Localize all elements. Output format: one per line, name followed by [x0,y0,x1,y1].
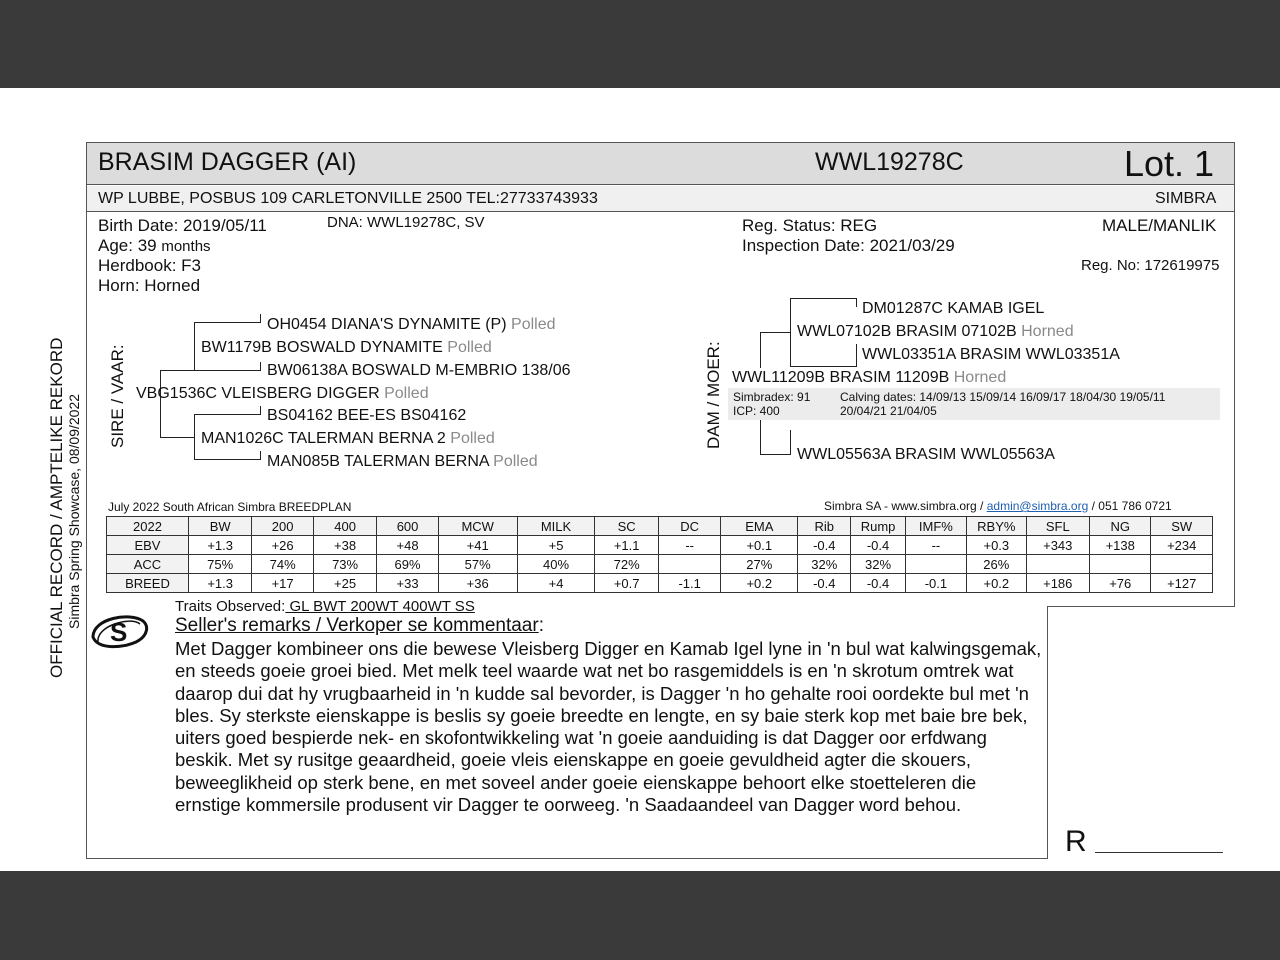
herdbook: Herdbook: F3 [98,256,201,275]
ss-tag: Polled [447,339,492,356]
breedplan-contact [824,499,1172,513]
sire-sire-dam [267,362,571,380]
ebv-cell: -- [658,536,720,555]
ebv-cell: 75% [188,555,251,574]
animal-name: BRASIM DAGGER (AI) [98,148,357,176]
sire-sire-sire [267,316,556,334]
ebv-cell: +38 [313,536,376,555]
top-letterbox [0,0,1280,88]
dam-calving-dates: Calving dates: 14/09/13 15/09/14 16/09/17 18/04/30 19/05/11 [840,390,1166,404]
contact-phone: / 051 786 0721 [1088,499,1172,513]
dam-calving-dates-cont: 20/04/21 21/04/05 [840,404,937,418]
ebv-cell: +0.1 [721,536,798,555]
ebv-cell: 72% [595,555,658,574]
ebv-header-cell: MCW [438,517,517,536]
ebv-row [107,536,1213,555]
ssd-name: BW06138A BOSWALD M-EMBRIO 138/06 [267,362,571,379]
contact-email-link[interactable]: admin@simbra.org [986,499,1089,513]
dss-name: DM01287C KAMAB IGEL [862,300,1045,317]
ebv-cell: -0.4 [798,574,851,593]
ebv-header-cell: 400 [313,517,376,536]
ebv-cell [1151,555,1213,574]
ebv-cell: +26 [252,536,313,555]
ebv-cell: +343 [1026,536,1089,555]
dam-sire-dam [862,346,1120,364]
ebv-header-cell: MILK [517,517,595,536]
ebv-cell [658,555,720,574]
owner-details: WP LUBBE, POSBUS 109 CARLETONVILLE 2500 TEL:27733743933 [98,190,598,207]
sire-dam [201,430,495,448]
dna-info: DNA: WWL19278C, SV [327,214,485,231]
registration-id: WWL19278C [815,148,964,176]
ebv-cell: -0.4 [851,536,905,555]
ebv-cell: +76 [1090,574,1151,593]
birth-date: Birth Date: 2019/05/11 [98,216,267,235]
ebv-cell: +5 [517,536,595,555]
ebv-cell: -1.1 [658,574,720,593]
ebv-header-cell: 600 [377,517,438,536]
ebv-header-row [107,517,1213,536]
lot-number: Lot. 1 [1124,143,1215,184]
ebv-cell: -0.4 [798,536,851,555]
sex-label: MALE/MANLIK [1102,216,1217,235]
ebv-cell [1026,555,1089,574]
price-input-line[interactable] [1095,852,1223,853]
ebv-header-cell: 2022 [107,517,189,536]
ebv-cell: +234 [1151,536,1213,555]
registration-number: Reg. No: 172619975 [1081,257,1220,274]
breedplan-title: July 2022 South African Simbra BREEDPLAN [108,500,352,514]
logo-letter: S [110,617,128,647]
ebv-header-cell: RBY% [967,517,1026,536]
ebv-cell: +0.7 [595,574,658,593]
simbra-logo-icon [88,606,150,652]
remarks-heading [175,615,544,637]
sire-dam-dam [267,453,538,471]
ebv-cell: 69% [377,555,438,574]
ebv-cell: +17 [252,574,313,593]
ebv-cell: +127 [1151,574,1213,593]
ebv-header-cell: BW [188,517,251,536]
sire-sire [201,339,492,357]
sire [136,385,429,403]
ebv-cell: +4 [517,574,595,593]
bottom-letterbox [0,871,1280,960]
age-value: Age: 39 [98,236,157,255]
remarks-colon: : [538,615,544,636]
ebv-cell: 40% [517,555,595,574]
ebv-cell: +0.2 [967,574,1026,593]
ebv-header-cell: SC [595,517,658,536]
traits-label: Traits Observed: [175,598,286,615]
dam-tag: Horned [953,369,1007,386]
ebv-cell [1090,555,1151,574]
sire-label: SIRE / VAAR: [108,344,127,448]
ebv-cell: 32% [798,555,851,574]
ebv-header-cell: Rib [798,517,851,536]
sire-dam-sire [267,407,466,425]
ebv-header-cell: NG [1090,517,1151,536]
ebv-cell: +1.3 [188,574,251,593]
ebv-cell: -0.4 [851,574,905,593]
ebv-header-cell: DC [658,517,720,536]
dam-simbradex: Simbradex: 91 [733,390,811,404]
ds-name: WWL07102B BRASIM 07102B [797,323,1017,340]
sire-name: VBG1536C VLEISBERG DIGGER [136,385,380,402]
ebv-row-label: ACC [107,555,189,574]
ebv-row [107,555,1213,574]
ebv-cell: +1.3 [188,536,251,555]
ebv-cell: +36 [438,574,517,593]
sdd-name: MAN085B TALERMAN BERNA [267,453,489,470]
breed-label: SIMBRA [1155,190,1217,207]
inspection-date: Inspection Date: 2021/03/29 [742,236,955,255]
ebv-cell [905,555,966,574]
official-record-label: OFFICIAL RECORD / AMPTELIKE REKORD [47,337,66,678]
traits-observed [175,598,475,615]
ebv-cell: +25 [313,574,376,593]
age-unit: months [161,238,211,255]
ebv-cell: +0.2 [721,574,798,593]
ebv-cell: 73% [313,555,376,574]
remarks-text: Met Dagger kombineer ons die bewese Vleisberg Digger en Kamab Igel lyne in 'n bul wat kalwingsgemak, en steeds goeie groei bied. Met melk teel waarde wat net bo rasgemiddels is en 'n skrotum omtrek wat daarop dui dat hy vrugbaarheid in 'n kudde sal bevorder, is Dagger 'n ho gehalte rooi oordekte bul met 'n bles. Sy sterkste eienskappe is beslis sy goeie breedte en lengte, en sy baie sterk kop met baie bre bek, uiters goed bespierde nek- en skofontwikkeling wat 'n goeie aanduiding is dat Dagger oor erfdwang beskik. Met sy rusitge geaardheid, goeie vleis eienskappe en goeie gevuldheid agter die skouers, beweeglikheid op sterk bene, en met soveel ander goeie eienskappe behoort elke stoetteleren die ernstige kommersile produsent vir Dagger te oorweeg. 'n Saadaandeel van Dagger word behou. [175,638,1042,816]
ebv-cell: 57% [438,555,517,574]
ebv-row-label: EBV [107,536,189,555]
dam-dam [797,446,1055,464]
dam-sire [797,323,1074,341]
ss-name: BW1179B BOSWALD DYNAMITE [201,339,443,356]
ebv-cell: +0.3 [967,536,1026,555]
ebv-cell: 27% [721,555,798,574]
remarks-heading-text: Seller's remarks / Verkoper se kommentaar [175,615,539,636]
dam-name: WWL11209B BRASIM 11209B [732,369,950,386]
dam-label: DAM / MOER: [704,341,723,449]
ebv-cell: -0.1 [905,574,966,593]
traits-values: GL BWT 200WT 400WT SS [285,598,475,615]
horn-status: Horn: Horned [98,276,201,295]
sd-name: MAN1026C TALERMAN BERNA 2 [201,430,446,447]
ebv-cell: +1.1 [595,536,658,555]
sss-name: OH0454 DIANA'S DYNAMITE (P) [267,316,507,333]
ebv-header-cell: 200 [252,517,313,536]
ds-tag: Horned [1021,323,1074,340]
ebv-header-cell: Rump [851,517,905,536]
sss-tag: Polled [511,316,556,333]
ebv-cell: 32% [851,555,905,574]
ebv-cell: +48 [377,536,438,555]
ebv-cell: 74% [252,555,313,574]
ebv-table [106,516,1213,593]
ebv-cell: +33 [377,574,438,593]
sd-tag: Polled [450,430,495,447]
sds-name: BS04162 BEE-ES BS04162 [267,407,467,424]
card-divider [1047,606,1235,607]
dam-sire-sire [862,300,1044,318]
contact-website: Simbra SA - www.simbra.org / [824,499,987,513]
ebv-cell: +186 [1026,574,1089,593]
ebv-header-cell: IMF% [905,517,966,536]
ebv-header-cell: EMA [721,517,798,536]
reg-status: Reg. Status: REG [742,216,878,235]
ebv-row-label: BREED [107,574,189,593]
dsd-name: WWL03351A BRASIM WWL03351A [862,346,1120,363]
ebv-cell: +138 [1090,536,1151,555]
sire-tag: Polled [384,385,429,402]
ebv-cell: -- [905,536,966,555]
age [98,236,211,256]
ebv-cell: 26% [967,555,1026,574]
price-currency: R [1065,825,1087,858]
showcase-label: Simbra Spring Showcase, 08/09/2022 [66,393,82,629]
ebv-cell: +41 [438,536,517,555]
ebv-header-cell: SFL [1026,517,1089,536]
dam [732,369,1006,387]
dam-icp: ICP: 400 [733,404,780,418]
sdd-tag: Polled [493,453,538,470]
dd-name: WWL05563A BRASIM WWL05563A [797,446,1055,463]
ebv-header-cell: SW [1151,517,1213,536]
ebv-row [107,574,1213,593]
